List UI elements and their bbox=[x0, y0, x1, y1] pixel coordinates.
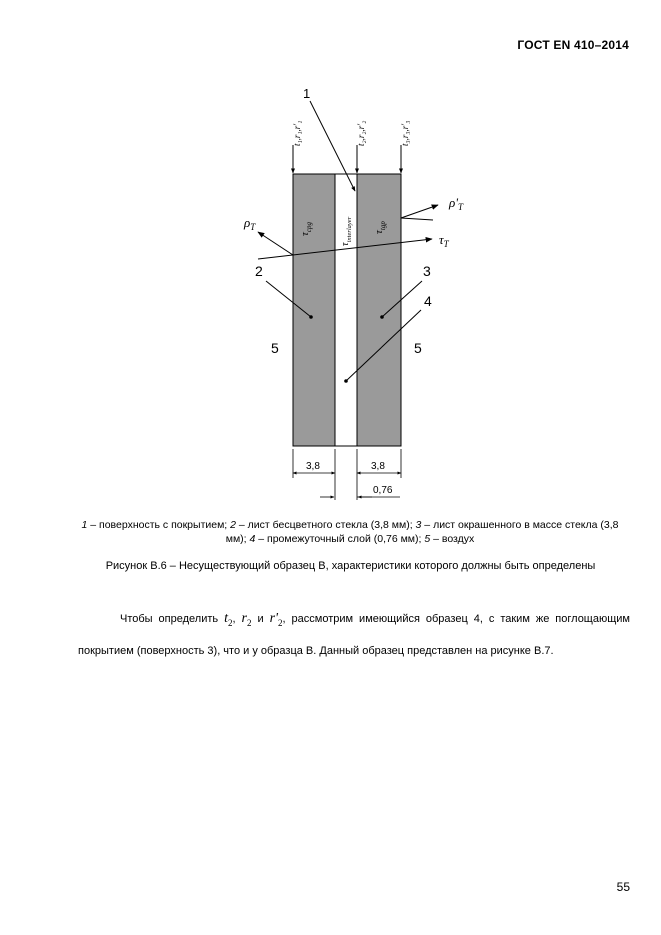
tau-tgp-label: $\tau_{tgp}$ bbox=[373, 221, 387, 234]
page-number: 55 bbox=[616, 880, 630, 894]
rho-prime-t-label: $\rho'_T$ bbox=[449, 195, 464, 212]
callout-4: 4 bbox=[424, 293, 432, 309]
rho-t-label: $\rho_T$ bbox=[244, 215, 256, 232]
incident-label-right: t₃,r₃,r'₃ bbox=[400, 120, 410, 146]
callout-4-dot bbox=[344, 379, 348, 383]
reflection-ray-left bbox=[258, 232, 293, 255]
air-label-left: 5 bbox=[271, 340, 279, 356]
figure-legend: 1 – поверхность с покрытием; 2 – лист бесцветного стекла (3,8 мм); 3 – лист окрашенного в массе стекла (3,8 мм); 4 – промежуточный слой (0,76 мм); 5 – воздух bbox=[81, 519, 619, 545]
air-label-right: 5 bbox=[414, 340, 422, 356]
dim-right-value: 3,8 bbox=[371, 461, 385, 472]
callout-2-dot bbox=[309, 315, 313, 319]
dim-interlayer-value: 0,76 bbox=[373, 485, 393, 496]
tau-cpg-label: $\tau_{cpg}$ bbox=[299, 221, 313, 236]
callout-3-dot bbox=[380, 315, 384, 319]
callout-2: 2 bbox=[255, 263, 263, 279]
incident-label-left: t₁,r₁,r'₁ bbox=[292, 120, 302, 146]
tinted-glass-pane bbox=[357, 174, 401, 446]
interlayer bbox=[335, 174, 357, 446]
incident-label-mid: t₂,r₂,r'₂ bbox=[356, 120, 366, 146]
document-header: ГОСТ EN 410–2014 bbox=[517, 38, 629, 52]
tau-t-label: $\tau_T$ bbox=[439, 232, 449, 249]
body-paragraph: Чтобы определить $t_2$, $r_2$ и $r'_2$, рассмотрим имеющийся образец 4, с таким же поглощающим покрытием (поверхность 3), что и у образца В. Данный образец представлен на рисунке В.7. bbox=[78, 611, 630, 657]
callout-3: 3 bbox=[423, 263, 431, 279]
figure-title: Рисунок В.6 – Несуществующий образец В, характеристики которого должны быть определены bbox=[105, 560, 596, 572]
dim-left-value: 3,8 bbox=[306, 461, 320, 472]
reflection-ray-right-2 bbox=[401, 218, 433, 220]
callout-1: 1 bbox=[303, 86, 311, 101]
reflection-ray-right-1 bbox=[401, 205, 438, 218]
clear-glass-pane bbox=[293, 174, 335, 446]
tau-interlayer-label: $\tau_{interlayer}$ bbox=[340, 216, 353, 246]
